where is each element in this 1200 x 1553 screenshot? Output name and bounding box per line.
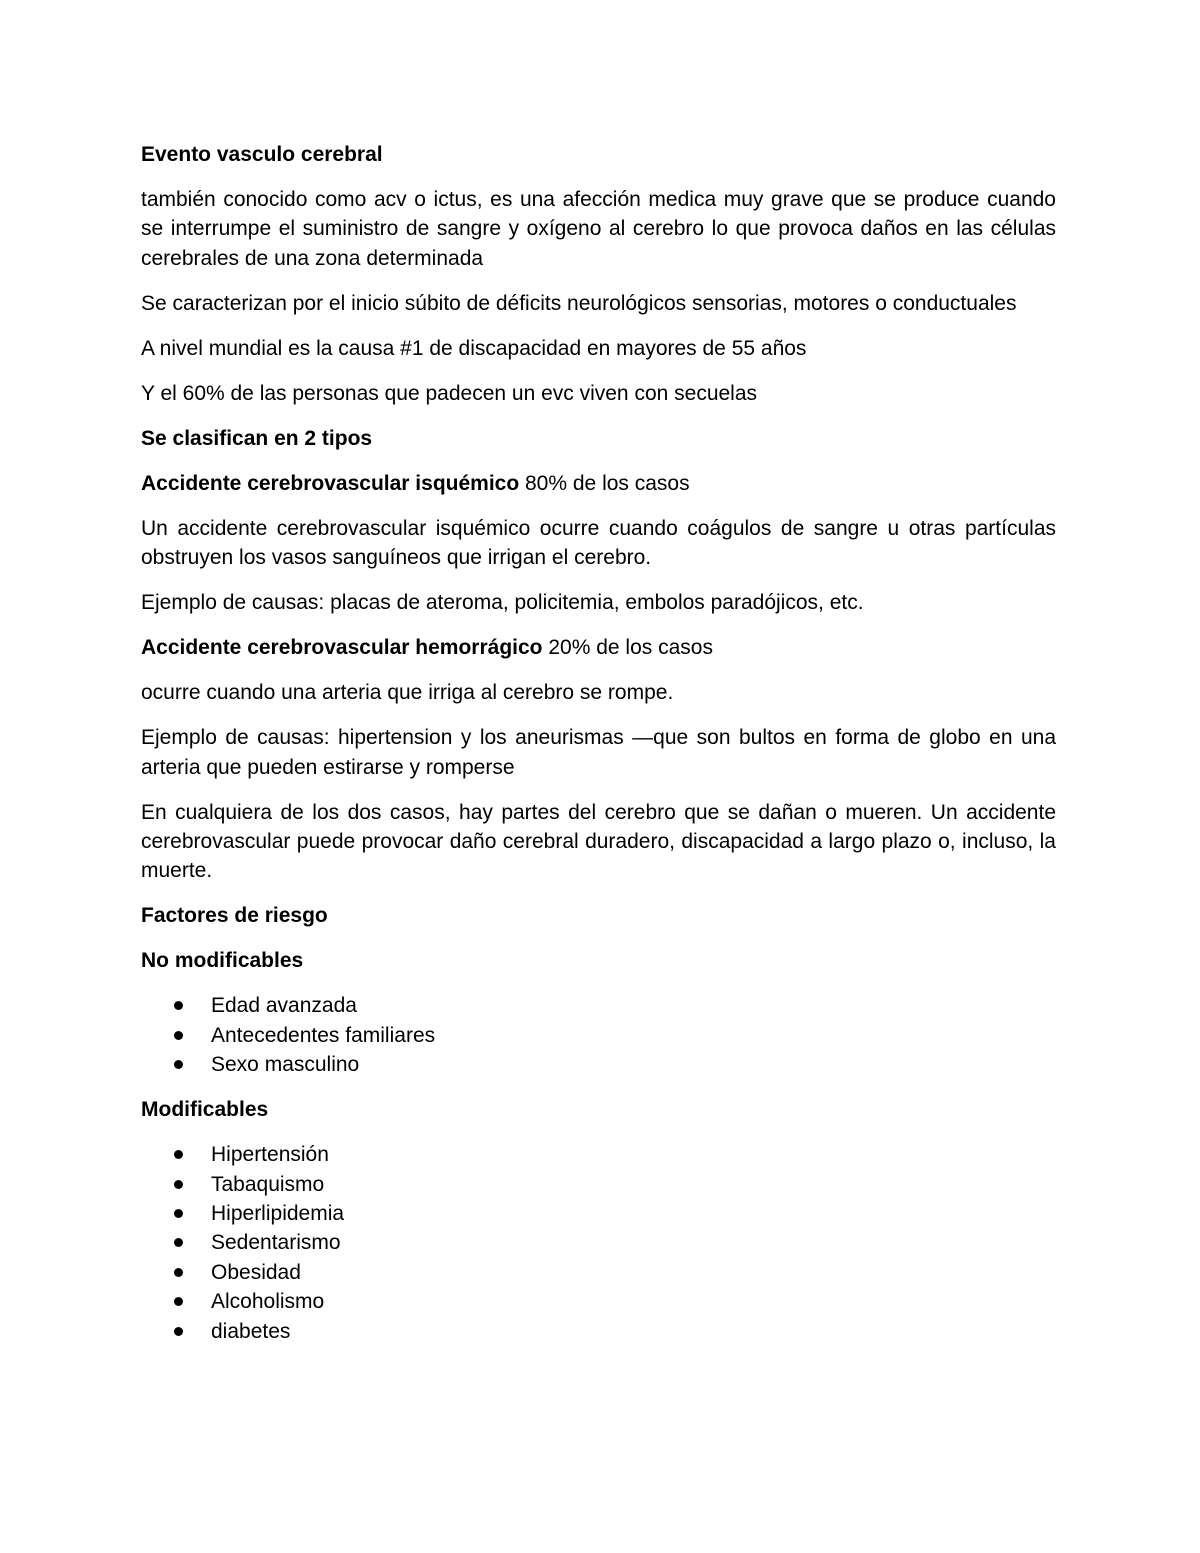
list-item — [141, 1258, 1056, 1287]
bullet-icon — [174, 1209, 183, 1218]
ischemic-title-line — [141, 469, 1056, 498]
bullet-icon — [174, 1180, 183, 1189]
intro-paragraph-4: Y el 60% de las personas que padecen un evc viven con secuelas — [141, 381, 758, 405]
list-item — [141, 991, 1056, 1020]
hemorrhagic-share: 20% de los casos — [542, 636, 713, 660]
ischemic-causes: Ejemplo de causas: placas de ateroma, policitemia, embolos paradójicos, etc. — [141, 591, 864, 615]
document-title: Evento vasculo cerebral — [141, 143, 383, 166]
bullet-icon — [174, 1297, 183, 1306]
intro-paragraph-2: Se caracterizan por el inicio súbito de déficits neurológicos sensorias, motores o conductuales — [141, 291, 1017, 315]
bullet-icon — [174, 1150, 183, 1159]
ischemic-description: Un accidente cerebrovascular isquémico ocurre cuando coágulos de sangre u otras partículas obstruyen los vasos sanguíneos que irrigan el cerebro. — [141, 516, 1056, 570]
list-item — [141, 1199, 1056, 1228]
modifiable-heading: Modificables — [141, 1098, 269, 1122]
list-item — [141, 1140, 1056, 1169]
list-item-label: Sedentarismo — [211, 1231, 341, 1255]
hemorrhagic-title-line — [141, 633, 1056, 662]
list-item — [141, 1317, 1056, 1346]
ischemic-share: 80% de los casos — [519, 471, 690, 495]
list-item-label: Tabaquismo — [211, 1172, 325, 1196]
non-modifiable-list — [141, 991, 1056, 1079]
list-item-label: Hipertensión — [211, 1143, 329, 1167]
bullet-icon — [174, 1001, 183, 1010]
intro-paragraph-3: A nivel mundial es la causa #1 de discapacidad en mayores de 55 años — [141, 336, 807, 360]
list-item — [141, 1228, 1056, 1257]
bullet-icon — [174, 1268, 183, 1277]
list-item-label: Edad avanzada — [211, 994, 357, 1018]
types-heading: Se clasifican en 2 tipos — [141, 426, 373, 450]
bullet-icon — [174, 1238, 183, 1247]
list-item — [141, 1021, 1056, 1050]
list-item — [141, 1170, 1056, 1199]
risk-factors-heading: Factores de riesgo — [141, 904, 328, 928]
ischemic-name: Accidente cerebrovascular isquémico — [141, 471, 520, 495]
consequences-paragraph: En cualquiera de los dos casos, hay partes del cerebro que se dañan o mueren. Un accidente cerebrovascular puede provocar daño cerebral duradero, discapacidad a largo plazo o, incluso, la muerte. — [141, 800, 1056, 883]
list-item-label: diabetes — [211, 1319, 291, 1343]
modifiable-list — [141, 1140, 1056, 1346]
list-item-label: Hiperlipidemia — [211, 1202, 345, 1226]
list-item — [141, 1050, 1056, 1079]
hemorrhagic-name: Accidente cerebrovascular hemorrágico — [141, 636, 543, 660]
intro-paragraph-1: también conocido como acv o ictus, es una afección medica muy grave que se produce cuando se interrumpe el suministro de sangre y oxígeno al cerebro lo que provoca daños en las células cerebrales de una zona determinada — [141, 188, 1056, 270]
list-item-label: Sexo masculino — [211, 1053, 360, 1077]
list-item-label: Obesidad — [211, 1260, 301, 1284]
hemorrhagic-causes: Ejemplo de causas: hipertension y los aneurismas —que son bultos en forma de globo en una arteria que pueden estirarse y romperse — [141, 726, 1056, 779]
document-page — [141, 140, 1056, 1362]
hemorrhagic-description: ocurre cuando una arteria que irriga al cerebro se rompe. — [141, 681, 674, 705]
list-item — [141, 1287, 1056, 1316]
list-item-label: Alcoholismo — [211, 1290, 325, 1314]
non-modifiable-heading: No modificables — [141, 949, 304, 973]
bullet-icon — [174, 1060, 183, 1069]
bullet-icon — [174, 1031, 183, 1040]
list-item-label: Antecedentes familiares — [211, 1023, 436, 1047]
bullet-icon — [174, 1327, 183, 1336]
